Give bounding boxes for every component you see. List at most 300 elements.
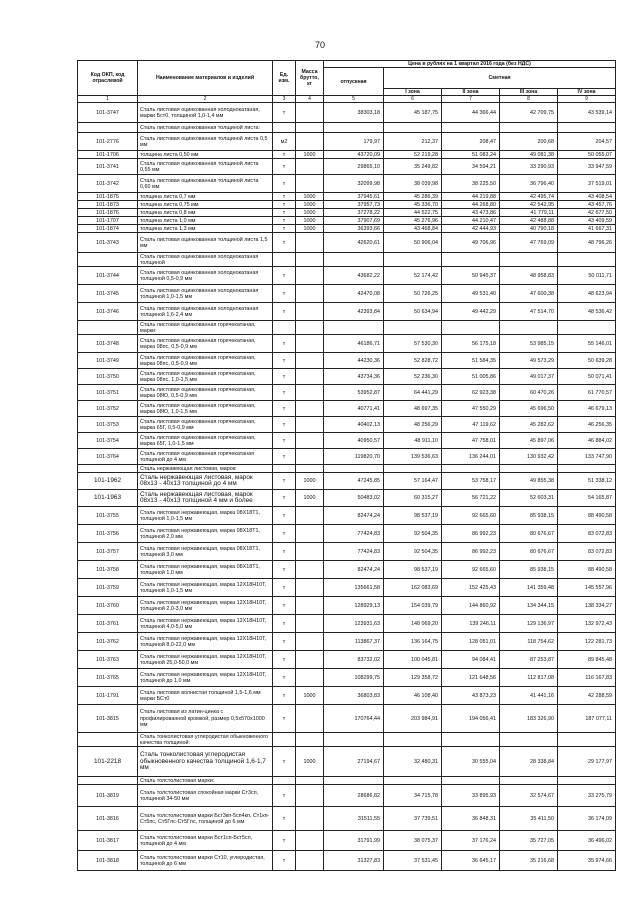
price-release: 37957,73 [324,201,384,209]
price-zone4: 36 174,09 [558,807,616,831]
price-zone1: 162 083,69 [384,579,442,597]
item-code: 101-3765 [78,669,138,687]
item-unit: т [273,507,296,525]
price-zone2: 194 056,41 [442,705,500,733]
price-zone2: 47 758,01 [442,433,500,449]
price-zone3: 49 081,38 [500,151,558,159]
price-zone2: 36 645,17 [442,851,500,871]
item-code: 101-3749 [78,353,138,369]
price-zone1: 212,37 [384,133,442,151]
item-mass [296,705,324,733]
item-name: толщина листа 0,75 мм [138,201,273,209]
item-unit: т [273,369,296,385]
price-zone2: 51 083,24 [442,151,500,159]
item-mass [296,851,324,871]
item-unit: т [273,159,296,175]
item-name: Сталь листовая нержавеющая, марка 12Х18Н10Т, толщиной 25,0-50,0 мм [138,651,273,669]
column-index: 1 [78,96,138,103]
item-name: Сталь листовая оцинкованная толщиной листа 1,5 мм [138,233,273,253]
item-code: 101-3764 [78,449,138,465]
item-mass [296,267,324,285]
price-zone1: 50 906,04 [384,233,442,253]
price-zone1: 44 522,75 [384,209,442,217]
item-mass [296,543,324,561]
price-table [77,60,616,871]
table-row [78,490,616,507]
item-name: Сталь листовая нержавеющая, марка 08Х18Т1, толщиной 3,0 мм [138,543,273,561]
header-code: Код ОКП, код отраслевой [78,61,138,96]
price-zone2: 37 176,24 [442,831,500,851]
price-zone4 [558,465,616,473]
price-zone2: 49 442,29 [442,303,500,321]
item-code: 101-1706 [78,151,138,159]
table-row [78,285,616,303]
price-zone4: 89 845,48 [558,651,616,669]
price-zone4: 50 071,41 [558,369,616,385]
item-unit: т [273,687,296,705]
price-release: 77424,83 [324,525,384,543]
item-mass [296,597,324,615]
item-unit: т [273,233,296,253]
price-zone2: 144 860,92 [442,597,500,615]
price-zone4: 50 639,28 [558,353,616,369]
item-mass [296,159,324,175]
price-zone2: 56 175,18 [442,335,500,353]
item-code: 101-3763 [78,651,138,669]
price-zone3: 85 938,15 [500,507,558,525]
item-name: Сталь листовая нержавеющая, марка 12Х18Н10Т, толщиной 8,0-22,0 мм [138,633,273,651]
price-zone1: 35 249,82 [384,159,442,175]
table-row [78,615,616,633]
price-release [324,465,384,473]
header-price-group: Цена в рублях на 1 квартал 2016 года (без НДС) [324,61,616,68]
header-zone2: II зона [442,88,500,95]
item-mass [296,303,324,321]
price-zone2 [442,253,500,267]
item-mass: 1000 [296,201,324,209]
table-row [78,449,616,465]
price-release [324,733,384,747]
price-zone1: 92 504,35 [384,543,442,561]
price-release [324,123,384,133]
item-name: Сталь листовая нержавеющая, марка 08Х18Т1, толщиной 2,0 мм [138,525,273,543]
price-zone4: 122 281,73 [558,633,616,651]
item-mass [296,285,324,303]
price-zone3: 42 542,95 [500,201,558,209]
item-mass [296,733,324,747]
price-release: 113867,37 [324,633,384,651]
price-zone2: 56 721,22 [442,490,500,507]
price-zone2: 47 550,29 [442,401,500,417]
price-zone3: 40 790,18 [500,225,558,233]
price-zone4: 83 072,83 [558,543,616,561]
table-body [78,103,616,871]
price-zone4: 43 408,54 [558,193,616,201]
price-zone2: 139 246,11 [442,615,500,633]
item-name: Сталь листовая нержавеющая, марка 12Х18Н10Т, толщиной 1,0-1,5 мм [138,579,273,597]
price-zone3: 42 495,74 [500,193,558,201]
item-unit: т [273,525,296,543]
item-mass: 1000 [296,209,324,217]
price-zone1: 98 537,19 [384,507,442,525]
item-unit [273,253,296,267]
price-zone3: 48 958,83 [500,267,558,285]
table-row [78,417,616,433]
price-zone4: 54 165,87 [558,490,616,507]
item-unit: м2 [273,133,296,151]
table-row [78,225,616,233]
price-zone2: 44 366,44 [442,103,500,123]
item-unit: т [273,669,296,687]
price-release: 40950,57 [324,433,384,449]
price-zone3: 85 938,15 [500,561,558,579]
price-zone4: 46 884,02 [558,433,616,449]
item-unit: т [273,335,296,353]
item-code: 101-1707 [78,217,138,225]
item-name: толщина листа 0,50 мм [138,151,273,159]
price-zone1 [384,123,442,133]
item-name: Сталь листовая оцинкованная холоднокатаная толщиной 0,5-0,9 мм [138,267,273,285]
header-zone4: IV зона [558,88,616,95]
item-name: Сталь толстолистовая марки Бст3кп-5сп4кп, Ст1кп-Ст5пс, Ст5Гпс-Ст5Гпс, толщиной до 6 мм [138,807,273,831]
price-release: 37907,69 [324,217,384,225]
item-mass [296,831,324,851]
item-mass [296,123,324,133]
price-zone3: 141 359,48 [500,579,558,597]
item-mass [296,353,324,369]
price-zone3: 183 326,90 [500,705,558,733]
item-code: 101-3753 [78,417,138,433]
price-zone1: 60 315,27 [384,490,442,507]
item-mass [296,401,324,417]
price-zone4: 43 539,14 [558,103,616,123]
price-zone1: 148 069,20 [384,615,442,633]
price-zone2: 62 923,38 [442,385,500,401]
item-mass [296,335,324,353]
item-unit [273,321,296,335]
table-row [78,579,616,597]
item-unit: т [273,597,296,615]
price-zone3: 87 253,87 [500,651,558,669]
price-release: 77424,83 [324,543,384,561]
item-unit: т [273,747,296,777]
price-release: 42620,61 [324,233,384,253]
table-row [78,321,616,335]
item-unit: т [273,807,296,831]
price-zone4: 48 796,26 [558,233,616,253]
item-name: Сталь листовая оцинкованная горячекатаная, марка 08Ю, 0,5-0,9 мм [138,385,273,401]
price-release: 36803,83 [324,687,384,705]
price-zone2: 51 584,35 [442,353,500,369]
table-row [78,267,616,285]
price-zone1 [384,465,442,473]
price-zone2: 152 425,43 [442,579,500,597]
header-estimate: Сметная [384,68,616,89]
item-code: 101-3755 [78,507,138,525]
price-release: 32099,98 [324,175,384,193]
column-index: 3 [273,96,296,103]
price-zone3: 42 488,88 [500,217,558,225]
item-mass [296,175,324,193]
table-row [78,123,616,133]
price-zone1: 48 697,35 [384,401,442,417]
price-zone2: 53 758,17 [442,473,500,490]
price-zone3: 80 676,67 [500,525,558,543]
price-zone1: 57 530,30 [384,335,442,353]
price-zone4: 33 275,79 [558,785,616,807]
price-release: 38303,18 [324,103,384,123]
item-code: 101-3747 [78,103,138,123]
item-code: 101-3751 [78,385,138,401]
price-zone3: 134 344,15 [500,597,558,615]
price-release [324,253,384,267]
price-release: 28686,82 [324,785,384,807]
price-zone4: 138 334,27 [558,597,616,615]
price-zone1: 37 739,51 [384,807,442,831]
price-zone4: 41 667,31 [558,225,616,233]
item-code: 101-3817 [78,831,138,851]
price-zone1: 45 286,39 [384,193,442,201]
item-code: 101-1875 [78,193,138,201]
item-unit: т [273,209,296,217]
item-name: Сталь листовая нержавеющая, марка 12Х18Н10Т, толщиной до 1,0 мм [138,669,273,687]
item-unit [273,123,296,133]
page-number: 70 [314,40,325,50]
item-unit: т [273,353,296,369]
price-zone3 [500,123,558,133]
price-zone1: 52 174,42 [384,267,442,285]
price-zone1: 92 504,35 [384,525,442,543]
table-row [78,151,616,159]
item-mass [296,561,324,579]
price-zone3: 49 017,37 [500,369,558,385]
item-unit: т [273,579,296,597]
item-unit: т [273,103,296,123]
price-zone3: 130 932,42 [500,449,558,465]
header-zone3: III зона [500,88,558,95]
price-zone3: 49 573,29 [500,353,558,369]
price-zone4: 43 457,76 [558,201,616,209]
item-code: 101-3741 [78,159,138,175]
price-zone3: 41 779,11 [500,209,558,217]
table-row [78,747,616,777]
header-zone1: I зона [384,88,442,95]
price-release: 53952,87 [324,385,384,401]
item-mass: 1000 [296,747,324,777]
price-release: 31327,83 [324,851,384,871]
column-index: 4 [296,96,324,103]
item-mass [296,579,324,597]
price-zone4: 37 519,01 [558,175,616,193]
price-release: 108299,75 [324,669,384,687]
price-zone2: 33 895,93 [442,785,500,807]
header-release: отпускная [324,68,384,96]
header-name: Наименование материалов и изделий [138,61,273,96]
item-unit: т [273,785,296,807]
item-mass [296,525,324,543]
price-zone1: 52 236,30 [384,369,442,385]
item-name: Сталь нержавеющая листовая, марок 08х13 - 40х13 толщиной до 4 мм [138,473,273,490]
item-unit: т [273,151,296,159]
price-zone1: 100 045,81 [384,651,442,669]
item-code: 101-3745 [78,285,138,303]
item-unit: т [273,433,296,449]
item-code: 101-3761 [78,615,138,633]
table-row [78,733,616,747]
table-row [78,217,616,225]
item-mass: 1000 [296,687,324,705]
item-unit: т [273,561,296,579]
item-code: 101-3743 [78,233,138,253]
item-unit: т [273,267,296,285]
header-mass: Масса брутто, кг [296,61,324,96]
price-zone1: 64 441,29 [384,385,442,401]
price-zone4: 132 972,43 [558,615,616,633]
price-zone1: 52 219,28 [384,151,442,159]
price-zone2: 208,47 [442,133,500,151]
table-row [78,233,616,253]
item-name: Сталь нержавеющая листовая, марок 08х13 - 40х13 толщиной 4 мм и более [138,490,273,507]
item-mass: 1000 [296,217,324,225]
price-zone4: 43 409,59 [558,217,616,225]
item-unit [273,733,296,747]
price-zone4: 55 146,01 [558,335,616,353]
price-release: 123931,63 [324,615,384,633]
price-zone1: 139 536,63 [384,449,442,465]
price-zone3: 45 282,62 [500,417,558,433]
item-code: 101-2218 [78,747,138,777]
table-row [78,175,616,193]
price-zone3: 33 290,93 [500,159,558,175]
price-zone4 [558,777,616,785]
price-zone1: 38 039,98 [384,175,442,193]
price-zone2: 92 665,60 [442,561,500,579]
table-row [78,651,616,669]
price-zone4 [558,253,616,267]
price-zone2: 44 210,47 [442,217,500,225]
price-zone2: 34 594,21 [442,159,500,175]
header-unit: Ед. изм. [273,61,296,96]
price-zone1: 46 108,40 [384,687,442,705]
item-mass [296,133,324,151]
price-release: 40402,13 [324,417,384,433]
price-release: 135661,58 [324,579,384,597]
item-code [78,253,138,267]
price-zone4 [558,123,616,133]
item-unit: т [273,831,296,851]
item-name: толщина листа 1,0 мм [138,217,273,225]
price-zone3 [500,321,558,335]
price-release [324,321,384,335]
price-zone4: 61 770,57 [558,385,616,401]
price-release: 36393,66 [324,225,384,233]
table-row [78,705,616,733]
price-release: 47245,85 [324,473,384,490]
item-name: толщина листа 0,7 мм [138,193,273,201]
price-zone4: 133 747,90 [558,449,616,465]
price-release: 42470,08 [324,285,384,303]
item-code: 101-3759 [78,579,138,597]
price-zone3: 118 754,62 [500,633,558,651]
item-unit: т [273,385,296,401]
column-index: 5 [324,96,384,103]
price-zone1: 48 256,29 [384,417,442,433]
price-zone4: 83 072,83 [558,525,616,543]
price-release: 179,97 [324,133,384,151]
price-zone4: 35 974,66 [558,851,616,871]
item-name: Сталь листовая оцинкованная горячекатаная, марка 65Г, 0,5-0,9 мм [138,417,273,433]
price-zone4: 50 011,71 [558,267,616,285]
item-unit: т [273,633,296,651]
item-name: Сталь листовая из латин-цинка с профилированной кромкой, размер 0,5х570х1000 мм [138,705,273,733]
table-row [78,353,616,369]
price-zone2: 51 005,86 [442,369,500,385]
price-zone3: 42 709,75 [500,103,558,123]
price-zone1 [384,321,442,335]
item-name: толщина листа 0,8 мм [138,209,273,217]
item-name: Сталь листовая нержавеющая, марка 08Х18Т1, толщиной 1,0 мм [138,561,273,579]
item-code [78,465,138,473]
price-zone2: 86 992,23 [442,543,500,561]
table-row [78,369,616,385]
price-zone3: 60 470,26 [500,385,558,401]
item-mass [296,433,324,449]
item-mass [296,615,324,633]
item-mass: 1000 [296,151,324,159]
item-code: 101-3744 [78,267,138,285]
item-code: 101-3819 [78,785,138,807]
price-zone3: 200,68 [500,133,558,151]
price-zone3: 45 897,06 [500,433,558,449]
item-name: Сталь листовая оцинкованная горячекатаная, марка 08пс, 0,5-0,9 мм [138,335,273,353]
price-release: 119820,70 [324,449,384,465]
item-name: Сталь листовая нержавеющая, марка 12Х18Н10Т, толщиной 4,0-5,0 мм [138,615,273,633]
item-mass: 1000 [296,193,324,201]
item-code: 101-3757 [78,543,138,561]
price-zone2: 30 555,04 [442,747,500,777]
table-row [78,209,616,217]
item-code: 101-3818 [78,851,138,871]
price-zone3: 36 796,40 [500,175,558,193]
table-row [78,473,616,490]
item-unit: т [273,851,296,871]
item-unit: т [273,285,296,303]
price-zone2: 44 219,88 [442,193,500,201]
item-code: 101-3742 [78,175,138,193]
table-row [78,401,616,417]
price-release: 43720,09 [324,151,384,159]
item-unit: т [273,193,296,201]
price-release [324,777,384,785]
price-zone4 [558,733,616,747]
price-zone2: 44 268,80 [442,201,500,209]
column-index: 2 [138,96,273,103]
price-zone2: 47 119,62 [442,417,500,433]
price-zone3: 47 600,38 [500,285,558,303]
item-name: Сталь тонколистовая углеродистая обыкновенного качества толщиной 1,6-1,7 мм [138,747,273,777]
table-row [78,133,616,151]
price-zone3 [500,733,558,747]
price-zone2: 43 873,23 [442,687,500,705]
item-code: 101-3748 [78,335,138,353]
price-zone3: 35 727,05 [500,831,558,851]
column-index: 8 [500,96,558,103]
price-zone3 [500,253,558,267]
table-row [78,561,616,579]
item-code: 101-3754 [78,433,138,449]
item-code: 101-3815 [78,705,138,733]
price-zone4: 36 496,02 [558,831,616,851]
